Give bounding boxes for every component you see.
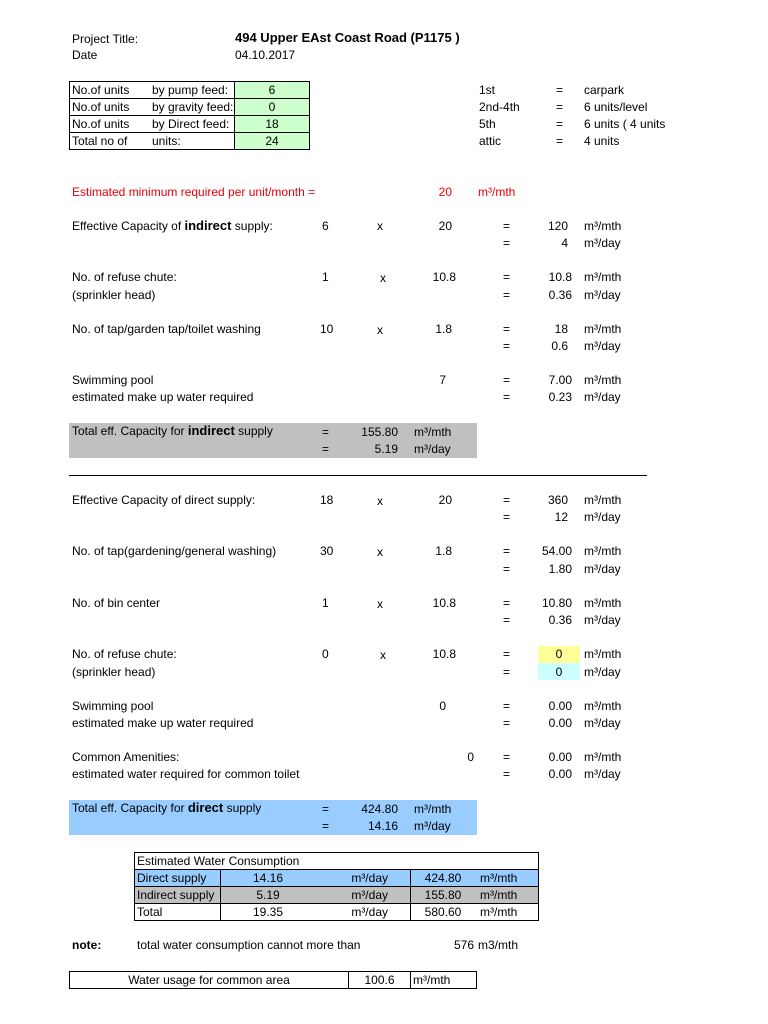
floor-eq: = [556,134,564,148]
direct-total-label-bold: direct [187,800,224,815]
units-cell-value: 18 [234,115,310,132]
indirect-total-mth-unit: m³/mth [414,425,452,439]
indirect-chute-day: 0.36 [548,288,572,302]
direct-pool-mth: 0.00 [548,699,572,713]
consumption-mth-unit: m³/mth [475,869,539,886]
section-divider [69,475,647,476]
units-cell-a: No.of units [69,81,150,98]
direct-amenities-mth: 0.00 [548,750,572,764]
indirect-capacity-mth: 120 [547,219,568,233]
indirect-total-label-bold: indirect [187,423,235,438]
direct-amenities-rate: 0 [467,750,474,764]
indirect-chute-eq2: = [503,288,511,302]
direct-total-day-unit: m³/day [414,819,451,833]
common-area-value: 100.6 [348,971,410,989]
units-cell-value: 0 [234,98,310,115]
project-title-label: Project Title: [72,32,139,46]
direct-amenities-label: Common Amenities: [72,750,180,764]
direct-capacity-rate: 20 [438,493,452,507]
consumption-label: Indirect supply [134,886,220,903]
direct-total-label-pre: Total eff. Capacity for [72,801,188,815]
indirect-pool-mth-unit: m³/mth [584,373,622,387]
indirect-pool-day-unit: m³/day [584,390,621,404]
indirect-pool-label: Swimming pool [72,373,154,387]
indirect-chute-count: 1 [322,270,329,284]
consumption-title: Estimated Water Consumption [134,852,539,869]
estimate-label: Estimated minimum required per unit/month = [72,185,316,199]
indirect-chute-mth-unit: m³/mth [584,270,622,284]
direct-tap-eq2: = [503,562,511,576]
indirect-tap-mth-unit: m³/mth [584,322,622,336]
direct-tap-eq1: = [503,544,511,558]
direct-chute-rate: 10.8 [432,647,456,661]
indirect-tap-day: 0.6 [551,339,568,353]
direct-tap-label: No. of tap(gardening/general washing) [72,544,277,558]
direct-chute-day: 0 [555,665,563,679]
direct-chute-eq2: = [503,665,511,679]
direct-pool-day-unit: m³/day [584,716,621,730]
floor-eq: = [556,100,564,114]
note-unit: m3/mth [478,938,519,952]
indirect-tap-day-unit: m³/day [584,339,621,353]
direct-bin-mth: 10.80 [541,596,572,610]
direct-pool-eq2: = [503,716,511,730]
direct-amenities-eq2: = [503,767,511,781]
indirect-total-day-unit: m³/day [414,442,451,456]
indirect-tap-eq2: = [503,339,511,353]
indirect-capacity-count: 6 [322,219,329,233]
direct-amenities-day-unit: m³/day [584,767,621,781]
direct-chute-day-unit: m³/day [584,665,621,679]
consumption-mth-unit: m³/mth [475,903,539,921]
note-value: 576 [453,938,474,952]
units-cell-value: 6 [234,81,310,98]
indirect-total-eq1: = [322,425,330,439]
consumption-day-unit: m³/day [315,903,410,921]
direct-chute-x: x [380,648,386,662]
indirect-pool-eq2: = [503,390,511,404]
indirect-capacity-label-post: supply: [231,219,273,233]
direct-total-day: 14.16 [367,819,398,833]
direct-amenities-eq1: = [503,750,511,764]
units-cell-a: No.of units [69,115,150,132]
direct-amenities-sub: estimated water required for common toilet [72,767,300,781]
common-area-label: Water usage for common area [69,971,348,989]
estimate-value: 20 [438,185,452,199]
indirect-chute-label: No. of refuse chute: [72,270,177,284]
consumption-mth: 155.80 [410,886,475,903]
direct-pool-label: Swimming pool [72,699,154,713]
direct-chute-mth: 0 [555,647,563,661]
indirect-total-eq2: = [322,442,330,456]
direct-bin-eq1: = [503,596,511,610]
consumption-day: 19.35 [220,903,315,921]
direct-total-label-post: supply [223,801,262,815]
indirect-capacity-mth-unit: m³/mth [584,219,622,233]
indirect-pool-eq1: = [503,373,511,387]
direct-bin-x: x [377,597,383,611]
indirect-tap-eq1: = [503,322,511,336]
direct-capacity-day-unit: m³/day [584,510,621,524]
direct-capacity-x: x [377,494,383,508]
direct-chute-label: No. of refuse chute: [72,647,177,661]
floor-label: 2nd-4th [479,100,520,114]
floor-label: 5th [479,117,496,131]
indirect-capacity-x: x [377,219,383,233]
indirect-tap-label: No. of tap/garden tap/toilet washing [72,322,261,336]
consumption-day: 5.19 [220,886,315,903]
direct-chute-sub: (sprinkler head) [72,665,156,679]
indirect-chute-rate: 10.8 [432,270,456,284]
note-text: total water consumption cannot more than [137,938,361,952]
direct-tap-day: 1.80 [548,562,572,576]
direct-total-eq2: = [322,819,330,833]
units-cell-b: by gravity feed: [152,100,234,114]
indirect-total-label [72,423,273,439]
indirect-capacity-day-unit: m³/day [584,236,621,250]
indirect-pool-day: 0.23 [548,390,572,404]
floor-eq: = [556,117,564,131]
direct-pool-rate: 0 [439,699,446,713]
common-area-unit: m³/mth [410,971,477,989]
units-cell-b: units: [150,132,234,150]
indirect-chute-x: x [380,271,386,285]
floor-label: attic [479,134,502,148]
floor-desc: 6 units/level [584,100,648,114]
direct-capacity-eq1: = [503,493,511,507]
indirect-total-day: 5.19 [374,442,398,456]
indirect-tap-count: 10 [320,322,334,336]
direct-pool-sub: estimated make up water required [72,716,254,730]
indirect-pool-rate: 7 [439,373,446,387]
consumption-label: Direct supply [134,869,220,886]
direct-tap-count: 30 [320,544,334,558]
direct-total-mth: 424.80 [361,802,398,816]
units-cell-b: by pump feed: [150,81,234,98]
direct-tap-mth: 54.00 [541,544,572,558]
consumption-mth: 580.60 [410,903,475,921]
direct-tap-x: x [377,545,383,559]
date-label: Date [72,48,98,62]
consumption-mth-unit: m³/mth [475,886,539,903]
direct-amenities-day: 0.00 [548,767,572,781]
indirect-chute-eq1: = [503,270,511,284]
direct-amenities-mth-unit: m³/mth [584,750,622,764]
indirect-tap-mth: 18 [554,322,568,336]
direct-bin-count: 1 [322,596,329,610]
units-cell-b: by Direct feed: [150,115,234,132]
direct-bin-rate: 10.8 [432,596,456,610]
consumption-day-unit: m³/day [315,869,410,886]
direct-chute-count: 0 [322,647,329,661]
indirect-tap-rate: 1.8 [435,322,452,336]
indirect-total-label-pre: Total eff. Capacity for [72,424,188,438]
direct-capacity-eq2: = [503,510,511,524]
direct-bin-day-unit: m³/day [584,613,621,627]
indirect-capacity-label-bold: indirect [184,218,232,233]
direct-capacity-mth-unit: m³/mth [584,493,622,507]
direct-pool-mth-unit: m³/mth [584,699,622,713]
direct-chute-eq1: = [503,647,511,661]
indirect-tap-x: x [377,323,383,337]
direct-capacity-count: 18 [320,493,334,507]
direct-bin-label: No. of bin center [72,596,161,610]
direct-bin-mth-unit: m³/mth [584,596,622,610]
indirect-capacity-eq1: = [503,219,511,233]
units-cell-a: Total no of [69,132,150,150]
direct-tap-rate: 1.8 [435,544,452,558]
consumption-label: Total [134,903,220,921]
estimate-unit: m³/mth [478,185,516,199]
direct-total-mth-unit: m³/mth [414,802,452,816]
direct-total-label [72,800,261,816]
direct-bin-eq2: = [503,613,511,627]
indirect-capacity-day: 4 [561,236,568,250]
indirect-pool-sub: estimated make up water required [72,390,254,404]
direct-pool-day: 0.00 [548,716,572,730]
consumption-day-unit: m³/day [315,886,410,903]
direct-total-eq1: = [322,802,330,816]
units-cell-value: 24 [234,132,310,150]
direct-capacity-day: 12 [554,510,568,524]
indirect-chute-day-unit: m³/day [584,288,621,302]
consumption-day: 14.16 [220,869,315,886]
indirect-chute-sub: (sprinkler head) [72,288,156,302]
indirect-total-label-post: supply [234,424,273,438]
indirect-capacity-label-pre: Effective Capacity of [72,219,185,233]
indirect-total-mth: 155.80 [361,425,398,439]
indirect-pool-mth: 7.00 [548,373,572,387]
floor-label: 1st [479,83,496,97]
direct-pool-eq1: = [503,699,511,713]
indirect-capacity-rate: 20 [438,219,452,233]
floor-eq: = [556,83,564,97]
floor-desc: 4 units [584,134,620,148]
note-label: note: [72,938,102,952]
floor-desc: 6 units ( 4 units [584,117,666,131]
project-title: 494 Upper EAst Coast Road (P1175 ) [235,30,460,45]
units-cell-a: No.of units [69,98,150,115]
indirect-capacity-label [72,218,273,234]
direct-capacity-label: Effective Capacity of direct supply: [72,493,256,507]
indirect-chute-mth: 10.8 [548,270,572,284]
indirect-capacity-eq2: = [503,236,511,250]
consumption-mth: 424.80 [410,869,475,886]
direct-bin-day: 0.36 [548,613,572,627]
date-value: 04.10.2017 [235,48,296,62]
direct-tap-day-unit: m³/day [584,562,621,576]
direct-tap-mth-unit: m³/mth [584,544,622,558]
direct-chute-mth-unit: m³/mth [584,647,622,661]
direct-capacity-mth: 360 [547,493,568,507]
floor-desc: carpark [584,83,625,97]
